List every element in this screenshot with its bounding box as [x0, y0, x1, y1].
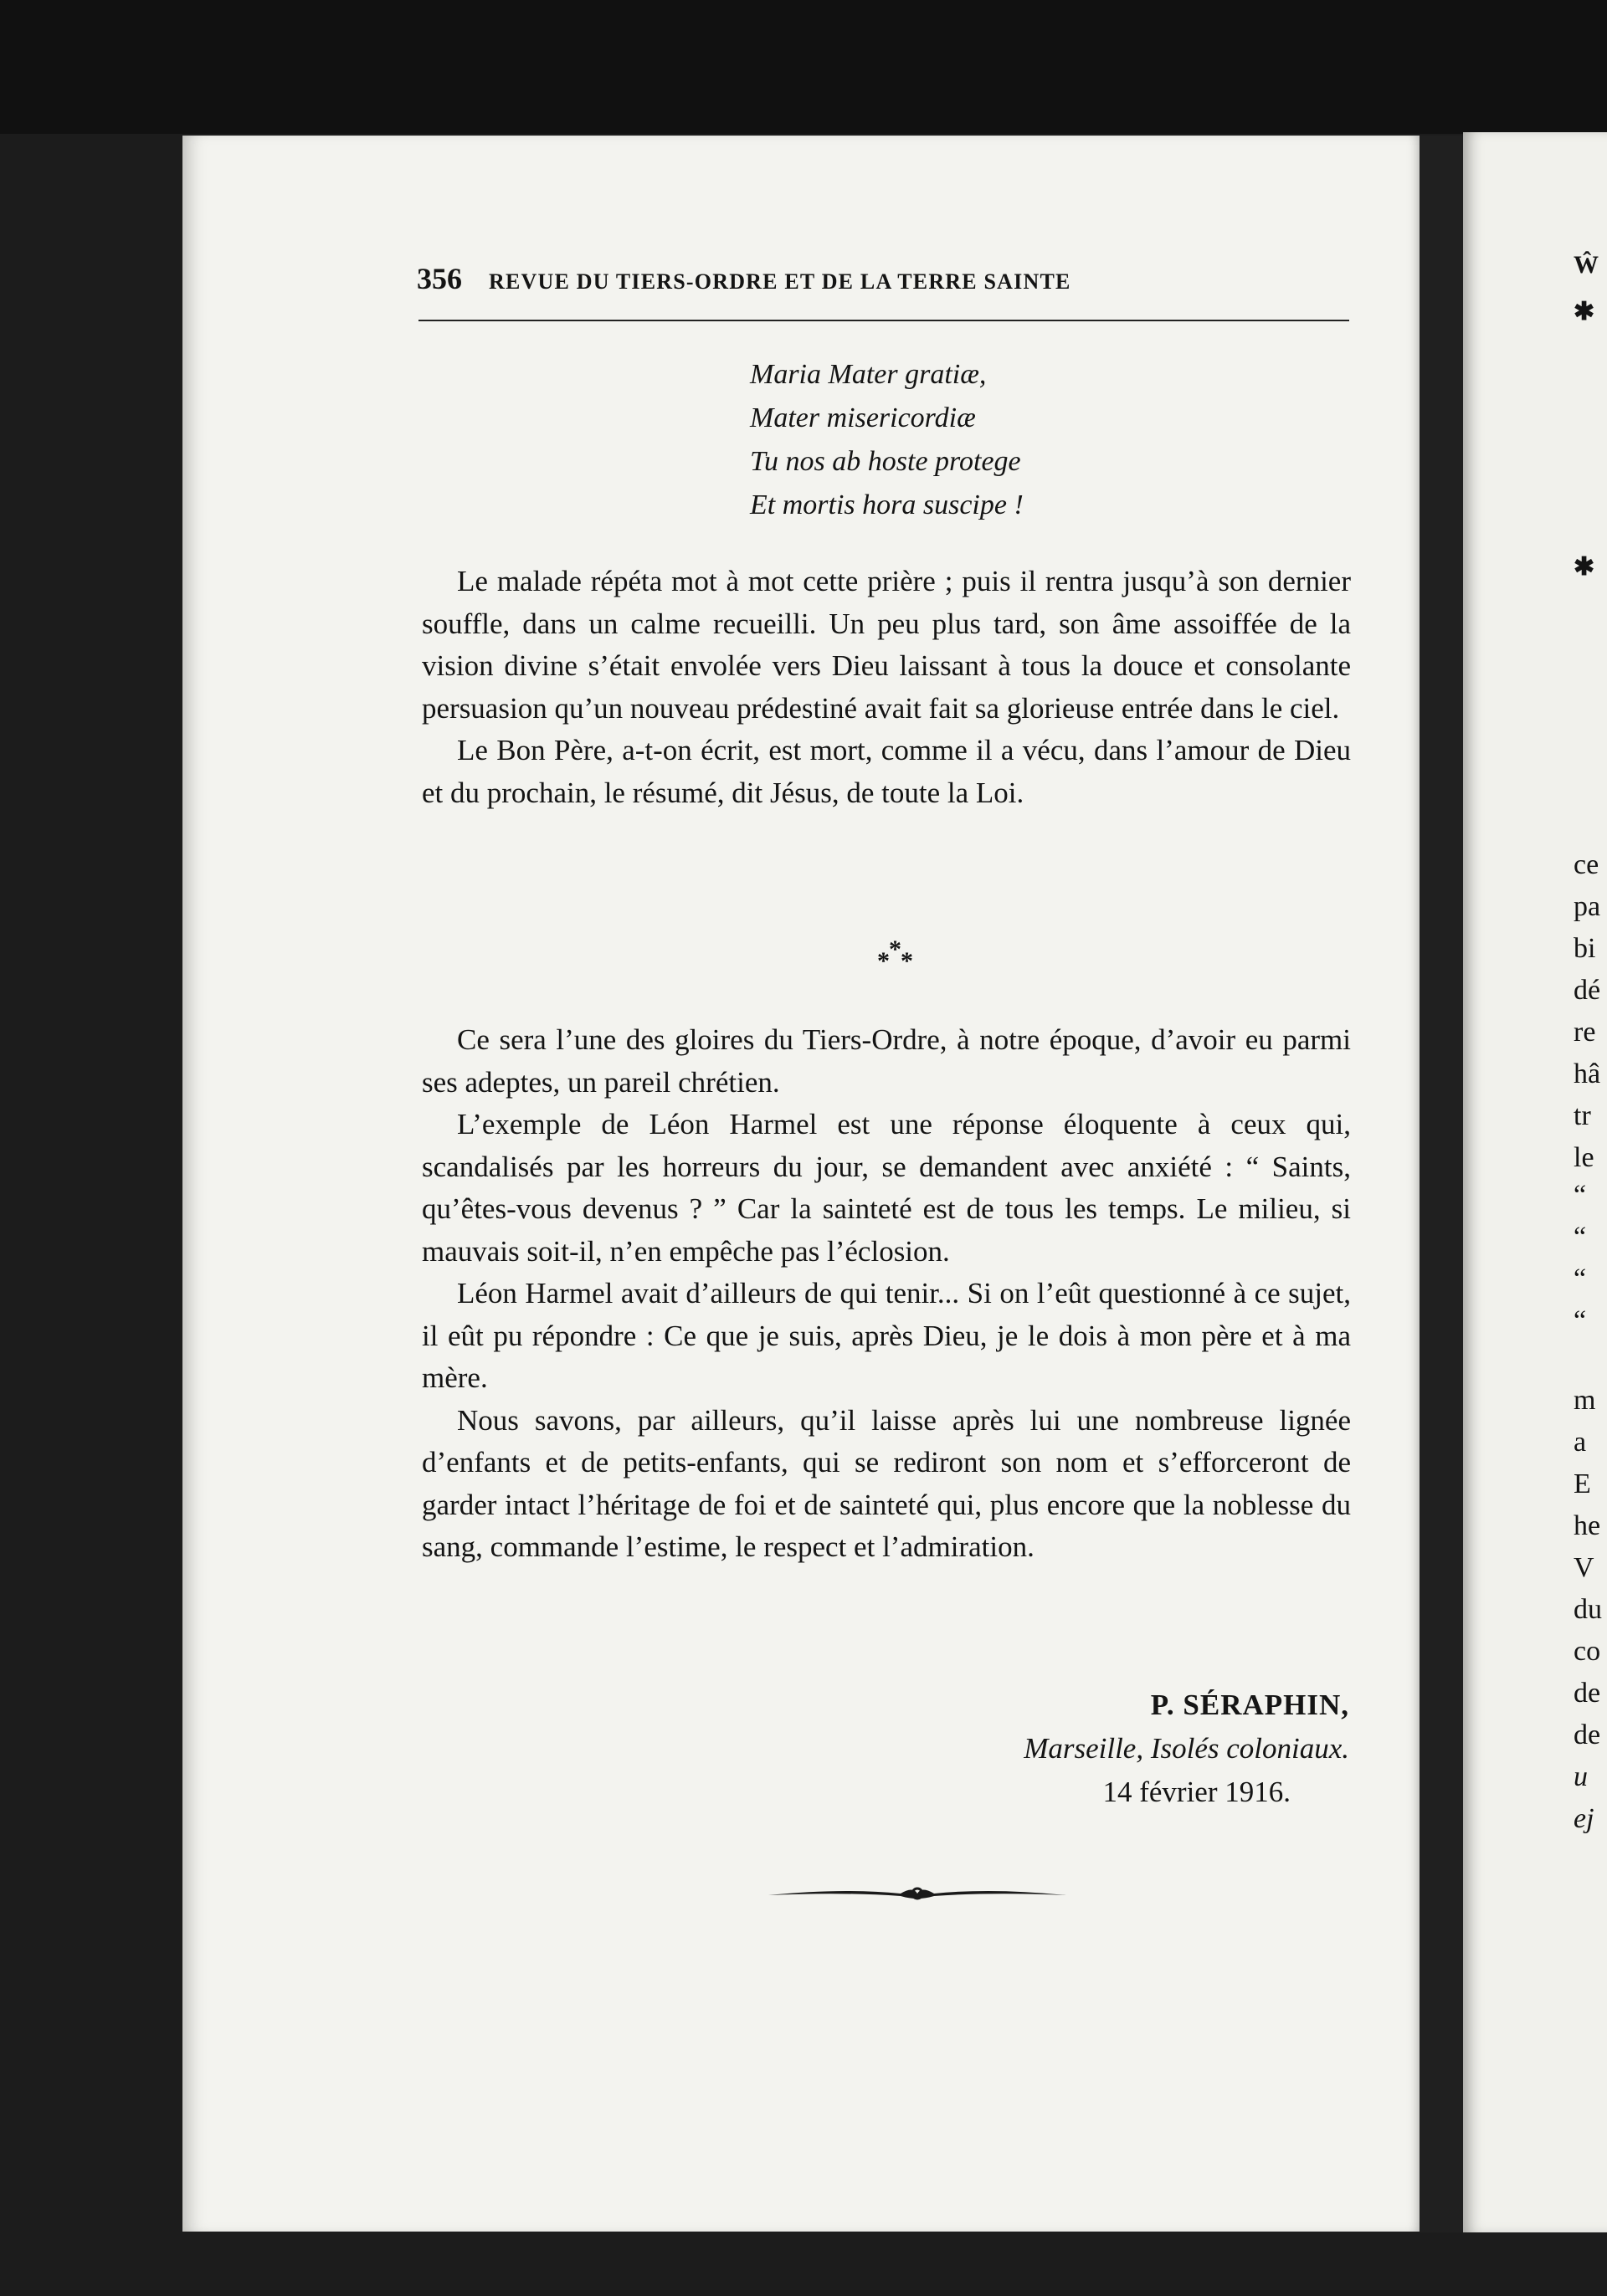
author-name: P. SÉRAPHIN,: [1150, 1689, 1349, 1721]
facing-page-fragment: re: [1574, 1017, 1596, 1048]
poem-line: Et mortis hora suscipe !: [750, 489, 1024, 520]
facing-page-fragment: he: [1574, 1510, 1601, 1541]
paragraph: Le malade répéta mot à mot cette prière ; puis il rentra jusqu’à son dernier souffle, dans un calme recueilli. Un peu plus tard, son âme assoiffée de la vision divine s’était envolée vers Dieu laissant à tous la douce et consolante persuasion qu’un nouveau prédestiné avait fait sa glorieuse entrée dans le ciel.: [422, 565, 1351, 725]
text-block-after-break: [422, 1019, 1351, 1569]
paragraph: Ce sera l’une des gloires du Tiers-Ordre, à notre époque, d’avoir eu parmi ses adeptes, un pareil chrétien.: [422, 1023, 1351, 1099]
facing-page-fragment: “: [1574, 1263, 1587, 1294]
facing-page-fragment: a: [1574, 1427, 1587, 1458]
facing-page-fragment: hâ: [1574, 1058, 1601, 1089]
facing-page-fragment: de: [1574, 1719, 1601, 1750]
facing-page-fragment: E: [1574, 1468, 1591, 1499]
author-location: Marseille, Isolés coloniaux.: [1024, 1732, 1349, 1765]
facing-page-fragment: pa: [1574, 891, 1601, 922]
facing-page-ornament: Ŵ: [1574, 251, 1599, 279]
poem-line: Maria Mater gratiæ,: [750, 359, 987, 390]
facing-page-fragment: “: [1574, 1222, 1587, 1253]
facing-page-ornament: ✱: [1574, 553, 1595, 581]
book-gutter: [1420, 136, 1463, 2232]
paragraph: Le Bon Père, a-t-on écrit, est mort, comme il a vécu, dans l’amour de Dieu et du prochain, le résumé, dit Jésus, de toute la Loi.: [422, 734, 1351, 809]
facing-page-fragment: bi: [1574, 933, 1596, 964]
paragraph: L’exemple de Léon Harmel est une réponse éloquente à ceux qui, scandalisés par les horreurs du jour, se demandent avec anxiété : “ Saints, qu’êtes-vous devenus ? ” Car la sainteté est de tous les temps. Le milieu, si mauvais soit-il, n’en empêche pas l’éclosion.: [422, 1108, 1351, 1268]
poem-line: Tu nos ab hoste protege: [750, 446, 1021, 477]
header-rule: [418, 320, 1349, 321]
facing-page-fragment: tr: [1574, 1100, 1591, 1131]
section-break-asterism: [870, 935, 921, 986]
facing-page-fragment: du: [1574, 1594, 1602, 1625]
journal-title: REVUE DU TIERS-ORDRE ET DE LA TERRE SAINTE: [489, 269, 1071, 294]
poem: [750, 353, 1024, 527]
facing-page-fragment: “: [1574, 1180, 1587, 1211]
facing-page-fragment: co: [1574, 1636, 1601, 1667]
facing-page-fragment: V: [1574, 1552, 1594, 1583]
scan-border-top: [0, 0, 1607, 134]
text-block-before-break: [422, 561, 1351, 814]
paragraph: Nous savons, par ailleurs, qu’il laisse après lui une nombreuse lignée d’enfants et de petits-enfants, qui se rediront son nom et s’efforceront de garder intact l’héritage de foi et de sainteté qui, plus encore que la noblesse du sang, commande l’estime, le respect et l’admiration.: [422, 1403, 1351, 1563]
asterism-glyph: *: [877, 947, 890, 975]
facing-page-fragment: u: [1574, 1761, 1588, 1792]
facing-page-fragment: ej: [1574, 1803, 1594, 1834]
facing-page-fragment: de: [1574, 1678, 1601, 1709]
signature-date: 14 février 1916.: [1102, 1776, 1291, 1808]
facing-page-fragment: ce: [1574, 849, 1599, 880]
signature-block: [1024, 1684, 1349, 1814]
poem-line: Mater misericordiæ: [750, 402, 976, 433]
tailpiece-ornament: [767, 1881, 1068, 1906]
page-number: 356: [417, 262, 462, 295]
asterism-glyph: *: [901, 947, 913, 975]
facing-page-fragment: le: [1574, 1142, 1594, 1173]
facing-page-fragment: dé: [1574, 975, 1601, 1006]
facing-page-ornament: ✱: [1574, 298, 1595, 325]
facing-page-fragment: m: [1574, 1385, 1596, 1416]
paragraph: Léon Harmel avait d’ailleurs de qui tenir... Si on l’eût questionné à ce sujet, il eût pu répondre : Ce que je suis, après Dieu, je le dois à mon père et à ma mère.: [422, 1277, 1351, 1394]
asterism-glyph: *: [889, 935, 901, 963]
running-head: [417, 261, 1354, 296]
facing-page-fragment: “: [1574, 1305, 1587, 1336]
